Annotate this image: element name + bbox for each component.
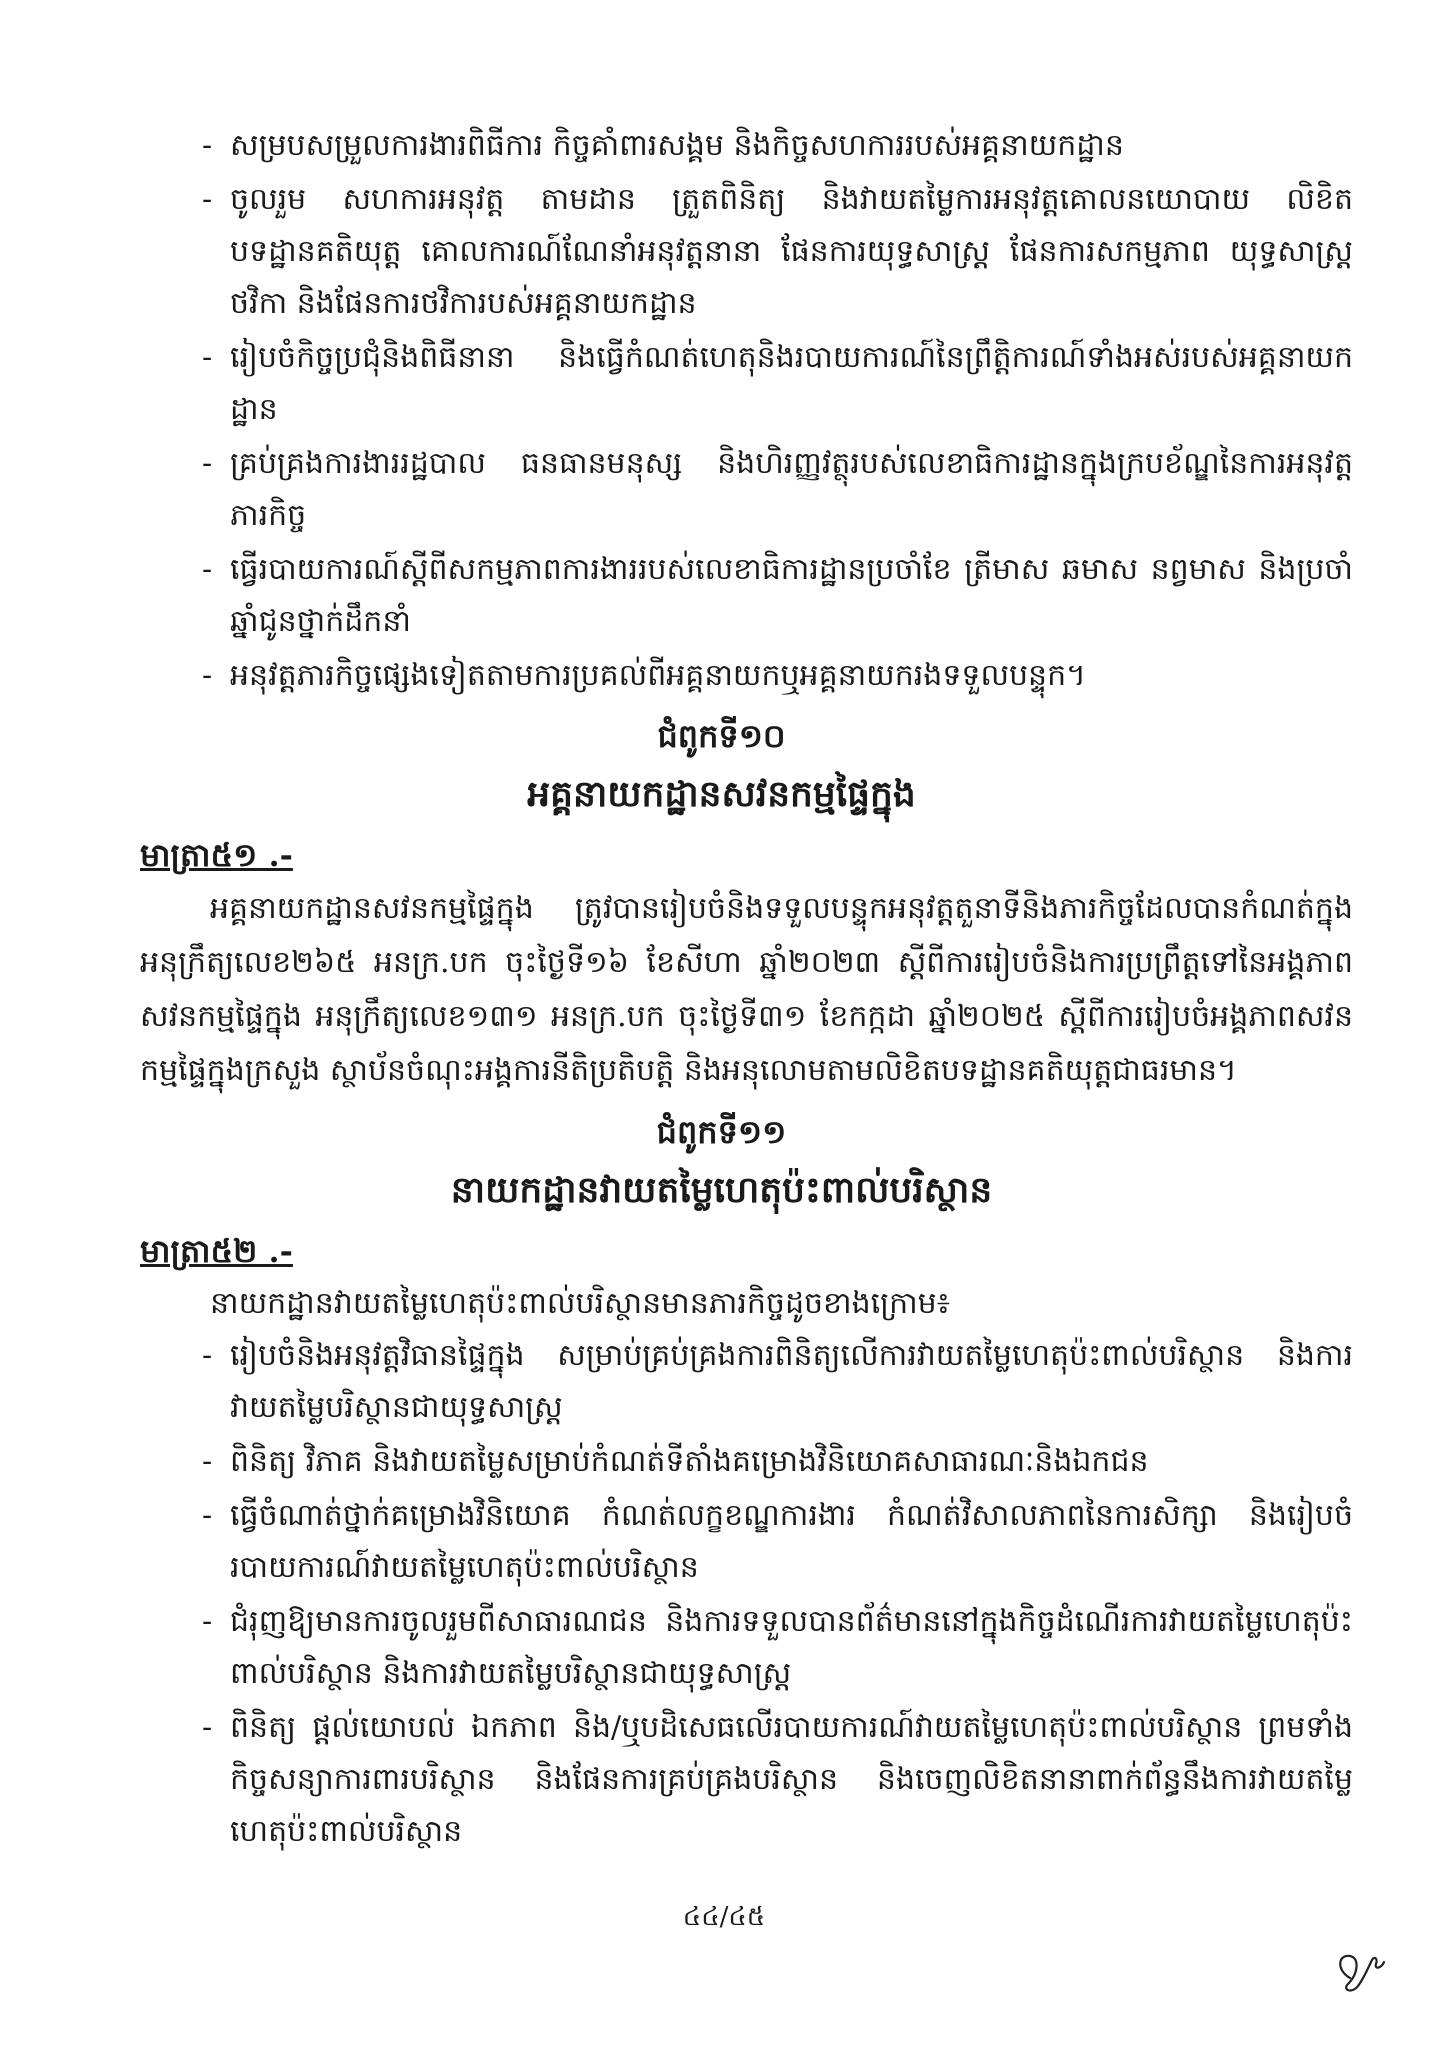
chapter-11-title: ជំពូកទី១១ (656, 1113, 787, 1151)
list-item: - ពិនិត្យ ផ្តល់យោបល់ ឯកភាព និង/ឬបដិសេធលើរបាយការណ៍វាយតម្លៃហេតុប៉ះពាល់បរិស្ថាន ព្រមទាំងកិច្ចសន្យាការពារបរិស្ថាន និងផែនការគ្រប់គ្រងបរិស្ថាន និងចេញលិខិតនានាពាក់ព័ន្ធនឹងការវាយតម្លៃហេតុប៉ះពាល់បរិស្ថាន (210, 1702, 1353, 1858)
list-item: - ចូលរួម សហការអនុវត្ត តាមដាន ត្រួតពិនិត្យ និងវាយតម្លៃការអនុវត្តគោលនយោបាយ លិខិតបទដ្ឋានគតិយុត្ត គោលការណ៍ណែនាំអនុវត្តនានា ផែនការយុទ្ធសាស្ត្រ ផែនការសកម្មភាព យុទ្ធសាស្ត្រថវិកា និងផែនការថវិការបស់អគ្គនាយកដ្ឋាន (210, 174, 1353, 330)
chapter-11-name: នាយកដ្ឋានវាយតម្លៃហេតុប៉ះពាល់បរិស្ថាន (450, 1169, 993, 1211)
list-item: - ជំរុញឱ្យមានការចូលរួមពីសាធារណជន និងការទទួលបានព័ត៌មាននៅក្នុងកិច្ចដំណើរការវាយតម្លៃហេតុប៉ះពាល់បរិស្ថាន និងការវាយតម្លៃបរិស្ថានជាយុទ្ធសាស្ត្រ (210, 1596, 1353, 1700)
list-item: - ពិនិត្យ វិភាគ និងវាយតម្លៃសម្រាប់កំណត់ទីតាំងគម្រោងវិនិយោគសាធារណៈនិងឯកជន (210, 1436, 1353, 1488)
section-b-bullets (210, 1330, 1353, 1858)
chapter-10-name: អគ្គនាយកដ្ឋានសវនកម្មផ្ទៃក្នុង (527, 773, 916, 815)
list-item: - គ្រប់គ្រងការងាររដ្ឋបាល ធនធានមនុស្ស និងហិរញ្ញវត្ថុរបស់លេខាធិការដ្ឋានក្នុងក្របខ័ណ្ឌនៃការអនុវត្តភារកិច្ច (210, 438, 1353, 542)
list-item: - រៀបចំនិងអនុវត្តវិធានផ្ទៃក្នុង សម្រាប់គ្រប់គ្រងការពិនិត្យលើការវាយតម្លៃហេតុប៉ះពាល់បរិស្ថាន និងការវាយតម្លៃបរិស្ថានជាយុទ្ធសាស្ត្រ (210, 1330, 1353, 1434)
section-a-bullets (210, 120, 1353, 702)
handwritten-initial-icon (1328, 1940, 1398, 2000)
list-item: - ធ្វើចំណាត់ថ្នាក់គម្រោងវិនិយោគ កំណត់លក្ខខណ្ឌការងារ កំណត់វិសាលភាពនៃការសិក្សា និងរៀបចំរបាយការណ៍វាយតម្លៃហេតុប៉ះពាល់បរិស្ថាន (210, 1490, 1353, 1594)
list-item: - ធ្វើរបាយការណ៍ស្តីពីសកម្មភាពការងាររបស់លេខាធិការដ្ឋានប្រចាំខែ ត្រីមាស ឆមាស នព្វមាស និងប្រចាំឆ្នាំជូនថ្នាក់ដឹកនាំ (210, 544, 1353, 648)
article-51-text: អគ្គនាយកដ្ឋានសវនកម្មផ្ទៃក្នុង ត្រូវបានរៀបចំនិងទទួលបន្ទុកអនុវត្តតួនាទីនិងភារកិច្ចដែលបានកំណត់ក្នុងអនុក្រឹត្យលេខ២៦៥ អនក្រ.បក ចុះថ្ងៃទី១៦ ខែសីហា ឆ្នាំ២០២៣ ស្តីពីការរៀបចំនិងការប្រព្រឹត្តទៅនៃអង្គភាពសវនកម្មផ្ទៃក្នុង អនុក្រឹត្យលេខ១៣១ អនក្រ.បក ចុះថ្ងៃទី៣១ ខែកក្កដា ឆ្នាំ២០២៥ ស្តីពីការរៀបចំអង្គភាពសវនកម្មផ្ទៃក្នុងក្រសួង ស្ថាប័នចំណុះអង្គការនីតិប្រតិបត្តិ និងអនុលោមតាមលិខិតបទដ្ឋានគតិយុត្តជាធរមាន។ (140, 891, 1353, 1088)
article-52-intro: នាយកដ្ឋានវាយតម្លៃហេតុប៉ះពាល់បរិស្ថានមានភារកិច្ចដូចខាងក្រោម៖ (210, 1286, 950, 1321)
page-number: ៤៤/៤៥ (682, 1902, 766, 1932)
list-item: - សម្របសម្រួលការងារពិធីការ កិច្ចគាំពារសង្គម និងកិច្ចសហការរបស់អគ្គនាយកដ្ឋាន (210, 120, 1353, 172)
list-item: - អនុវត្តភារកិច្ចផ្សេងទៀតតាមការប្រគល់ពីអគ្គនាយកឬអគ្គនាយករងទទួលបន្ទុក។ (210, 650, 1353, 702)
chapter-10-title: ជំពូកទី១០ (657, 717, 786, 755)
article-52-heading: មាត្រា៥២ .- (140, 1232, 293, 1270)
article-51-heading: មាត្រា៥១ .- (140, 836, 293, 874)
list-item: - រៀបចំកិច្ចប្រជុំនិងពិធីនានា និងធ្វើកំណត់ហេតុនិងរបាយការណ៍នៃព្រឹត្តិការណ៍ទាំងអស់របស់អគ្គនាយកដ្ឋាន (210, 332, 1353, 436)
article-51-paragraph (140, 882, 1353, 1098)
